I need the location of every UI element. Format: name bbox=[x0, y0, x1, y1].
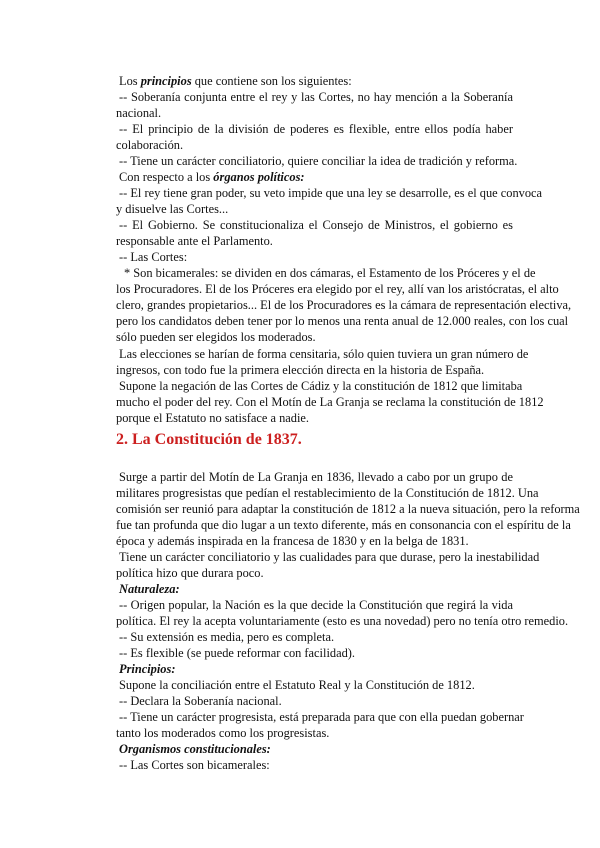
emphasized-text: Soberanía nacional. bbox=[184, 694, 282, 708]
text-line bbox=[119, 185, 543, 201]
emphasized-text: Gobierno bbox=[147, 218, 195, 232]
text-line bbox=[116, 565, 513, 581]
text-line bbox=[119, 677, 513, 693]
text-line bbox=[119, 73, 513, 89]
text-line bbox=[119, 709, 524, 725]
text-run: los bbox=[116, 282, 134, 296]
text-line bbox=[119, 597, 513, 613]
emphasized-text: Consejo de Ministros bbox=[322, 218, 433, 232]
text-line bbox=[116, 137, 513, 153]
text-line bbox=[119, 153, 518, 169]
emphasized-text: Soberanía bbox=[463, 90, 513, 104]
text-run: . Se constitucionaliza el bbox=[194, 218, 323, 232]
text-line bbox=[119, 89, 513, 105]
emphasized-text: nacional. bbox=[116, 106, 162, 120]
emphasized-text: Soberanía conjunta bbox=[130, 90, 227, 104]
emphasized-text: principios bbox=[140, 74, 192, 88]
text-run: Tiene un carácter conciliatorio y las cualidades para que durase, pero la inestabilidad bbox=[119, 550, 540, 564]
text-line bbox=[116, 410, 513, 426]
text-run: : bbox=[183, 250, 188, 264]
text-run: -- Declara la bbox=[119, 694, 185, 708]
emphasized-text: Organismos constitucionales: bbox=[119, 742, 271, 756]
text-run: -- Las Cortes son bicamerales: bbox=[119, 758, 270, 772]
text-run: ingresos, con todo fue la primera elección directa en la historia de España. bbox=[116, 363, 485, 377]
text-line bbox=[124, 265, 536, 281]
text-line bbox=[119, 693, 513, 709]
text-line bbox=[119, 169, 513, 185]
text-line bbox=[116, 362, 513, 378]
text-line bbox=[116, 297, 572, 313]
text-line bbox=[116, 725, 513, 741]
text-run: y disuelve las Cortes... bbox=[116, 202, 229, 216]
emphasized-text: Motín de La Granja bbox=[208, 470, 308, 484]
text-run: Supone la negación de las Cortes de Cádiz y la constitución de 1812 que limitaba bbox=[119, 379, 523, 393]
text-run: comisión ser reunió para adaptar la constitución de 1812 a la nueva situación, pero la reforma bbox=[116, 502, 580, 516]
text-run: Las elecciones se harían de forma censitaria, sólo quien tuviera un gran número de bbox=[119, 347, 529, 361]
text-line bbox=[116, 201, 513, 217]
emphasized-text: Principios: bbox=[119, 662, 176, 676]
text-line bbox=[119, 661, 513, 677]
text-run: y el de bbox=[499, 266, 536, 280]
text-run: que contiene son los siguientes: bbox=[191, 74, 352, 88]
text-line bbox=[116, 501, 580, 517]
text-run: -- Origen popular, la Nación es la que decide la Constitución que regirá la vida bbox=[119, 598, 513, 612]
text-run: fue tan profunda que dio lugar a un texto diferente, más en consonancia con el espíritu de la bbox=[116, 518, 571, 532]
text-run: -- Tiene un carácter conciliatorio, quiere conciliar la idea de tradición y reforma. bbox=[119, 154, 518, 168]
text-line bbox=[119, 346, 529, 362]
text-run: -- Su extensión es media, pero es completa. bbox=[119, 630, 335, 644]
text-run: colaboración. bbox=[116, 138, 184, 152]
text-line bbox=[119, 645, 513, 661]
text-run: -- Tiene un carácter progresista, está preparada para que con ella puedan gobernar bbox=[119, 710, 524, 724]
text-run: responsable ante el Parlamento. bbox=[116, 234, 273, 248]
text-run: es flexible, entre ellos podía haber bbox=[328, 122, 513, 136]
text-run: -- El rey tiene gran poder, su veto impide que una ley se desarrolle, es el que convoca bbox=[119, 186, 543, 200]
text-run: Con respecto a los bbox=[119, 170, 214, 184]
text-run: -- El bbox=[119, 218, 148, 232]
text-run: en 1836, llevado a cabo por un grupo de bbox=[307, 470, 513, 484]
text-run: Supone la conciliación entre el Estatuto Real y la Constitución de 1812. bbox=[119, 678, 475, 692]
text-line bbox=[116, 281, 559, 297]
text-line bbox=[116, 533, 513, 549]
text-line bbox=[119, 549, 540, 565]
text-line bbox=[119, 378, 523, 394]
text-line bbox=[119, 469, 513, 485]
text-run: , el gobierno es bbox=[432, 218, 514, 232]
text-run: clero, grandes propietarios... El de los Procuradores es la cámara de representación electiva, bbox=[116, 298, 572, 312]
text-line bbox=[116, 105, 513, 121]
text-line bbox=[116, 329, 513, 345]
text-line bbox=[119, 741, 513, 757]
text-run: militares progresistas que pedían el restablecimiento de la Constitución de 1812. Una bbox=[116, 486, 539, 500]
text-line bbox=[119, 581, 513, 597]
text-run: -- bbox=[119, 90, 131, 104]
text-run: Surge a partir del bbox=[119, 470, 209, 484]
text-line bbox=[119, 249, 513, 265]
emphasized-text: Naturaleza: bbox=[119, 582, 180, 596]
text-line bbox=[119, 217, 513, 233]
text-run: política. El rey la acepta voluntariamente (esto es una novedad) pero no tenía otro remedio. bbox=[116, 614, 569, 628]
text-run: * Son bicamerales: se dividen en dos cámaras, el bbox=[124, 266, 369, 280]
text-run: Los bbox=[119, 74, 141, 88]
text-line bbox=[116, 313, 569, 329]
text-run: tanto los moderados como los progresistas. bbox=[116, 726, 330, 740]
text-run: entre el rey y las Cortes, no hay mención a la bbox=[226, 90, 464, 104]
text-run: se reclama la constitución de 1812 bbox=[369, 395, 544, 409]
text-line bbox=[116, 485, 539, 501]
section-heading: 2. La Constitución de 1837. bbox=[116, 431, 302, 448]
text-line bbox=[116, 233, 513, 249]
text-line bbox=[116, 613, 569, 629]
text-run: -- Las bbox=[119, 250, 152, 264]
emphasized-text: órganos políticos: bbox=[213, 170, 305, 184]
text-line bbox=[119, 121, 513, 137]
emphasized-text: Motín de La Granja bbox=[271, 395, 370, 409]
text-line bbox=[116, 517, 571, 533]
text-run: sólo pueden ser elegidos los moderados. bbox=[116, 330, 316, 344]
text-run: mucho el poder del rey. Con el bbox=[116, 395, 272, 409]
text-run: -- Es flexible (se puede reformar con facilidad). bbox=[119, 646, 355, 660]
emphasized-text: Procuradores bbox=[133, 282, 199, 296]
emphasized-text: división de poderes bbox=[228, 122, 329, 136]
emphasized-text: Cortes bbox=[151, 250, 184, 264]
text-run: política hizo que durara poco. bbox=[116, 566, 264, 580]
emphasized-text: Estamento de los Próceres bbox=[368, 266, 500, 280]
text-run: época y además inspirada en la francesa de 1830 y en la belga de 1831. bbox=[116, 534, 469, 548]
text-run: porque el Estatuto no satisface a nadie. bbox=[116, 411, 310, 425]
text-line bbox=[116, 394, 544, 410]
text-run: pero los candidatos deben tener por lo menos una renta anual de 12.000 reales, con los cual bbox=[116, 314, 569, 328]
text-run: . El de los Próceres era elegido por el rey, allí van los aristócratas, el alto bbox=[198, 282, 559, 296]
text-line bbox=[119, 629, 513, 645]
text-line bbox=[119, 757, 513, 773]
text-run: -- El principio de la bbox=[119, 122, 229, 136]
